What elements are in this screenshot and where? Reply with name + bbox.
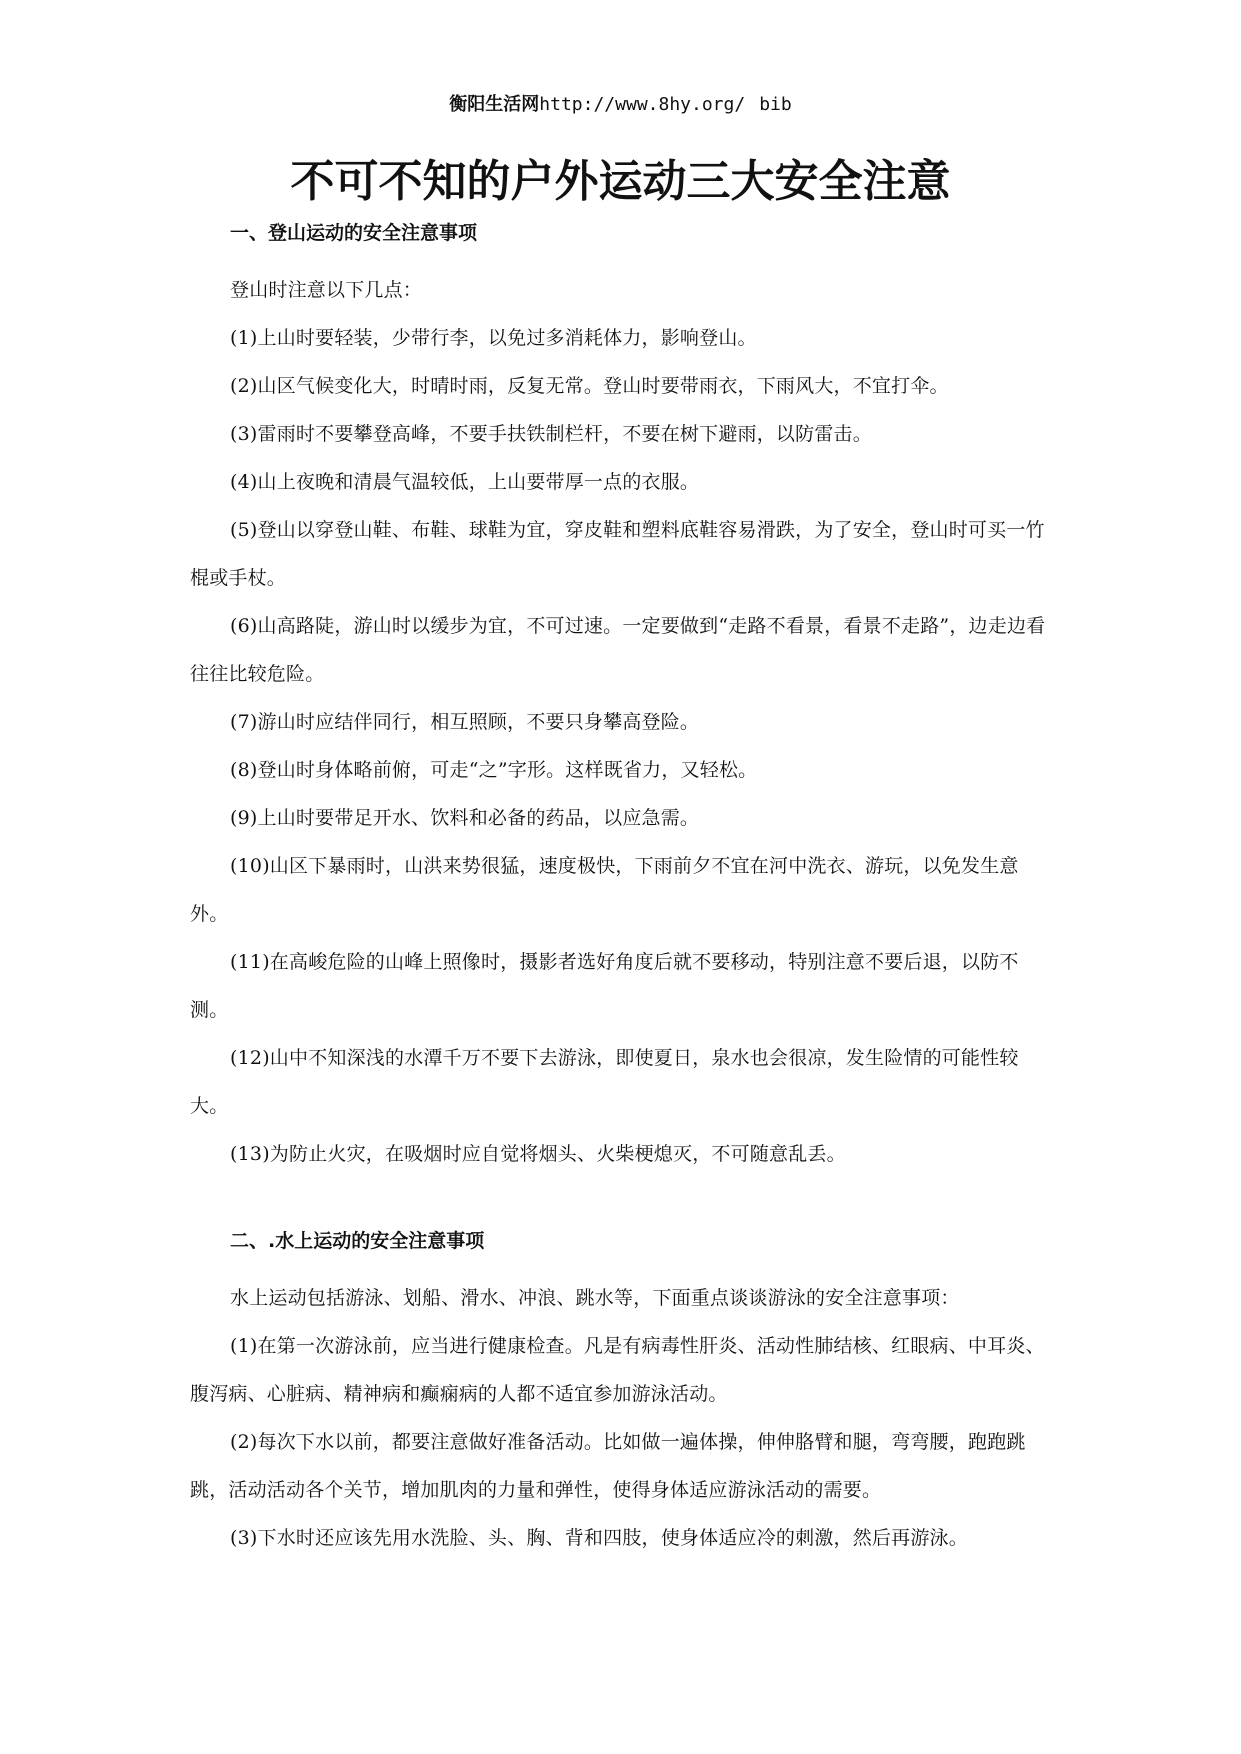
paragraph: (3)下水时还应该先用水洗脸、头、胸、背和四肢，使身体适应冷的刺激，然后再游泳。 [230,1527,968,1549]
paragraph: (2)每次下水以前，都要注意做好准备活动。比如做一遍体操，伸伸胳臂和腿，弯弯腰，跑跑跳跳，活动活动各个关节，增加肌肉的力量和弹性，使得身体适应游泳活动的需要。 [190,1431,1026,1501]
paragraph: (6)山高路陡，游山时以缓步为宜，不可过速。一定要做到“走路不看景，看景不走路”，边走边看往往比较危险。 [190,615,1046,685]
paragraph: (2)山区气候变化大，时晴时雨，反复无常。登山时要带雨衣，下雨风大，不宜打伞。 [230,375,949,397]
section-spacer [190,1178,1056,1226]
paragraph: (5)登山以穿登山鞋、布鞋、球鞋为宜，穿皮鞋和塑料底鞋容易滑跌，为了安全，登山时可买一竹棍或手杖。 [190,519,1045,589]
paragraph: (1)上山时要轻装，少带行李，以免过多消耗体力，影响登山。 [230,327,757,349]
paragraph: (8)登山时身体略前俯，可走“之”字形。这样既省力，又轻松。 [230,759,758,781]
header-tag: bib [759,94,792,115]
section-heading-water-sports: 二、.水上运动的安全注意事项 [230,1230,485,1252]
paragraph: 水上运动包括游泳、划船、滑水、冲浪、跳水等，下面重点谈谈游泳的安全注意事项： [230,1287,960,1309]
page-header [0,92,1241,118]
document-body [190,218,1056,1562]
paragraph: (3)雷雨时不要攀登高峰，不要手扶铁制栏杆，不要在树下避雨，以防雷击。 [230,423,872,445]
document-title: 不可不知的户外运动三大安全注意 [290,156,951,207]
paragraph: (12)山中不知深浅的水潭千万不要下去游泳，即使夏日，泉水也会很凉，发生险情的可能性较大。 [190,1047,1019,1117]
paragraph: (13)为防止火灾，在吸烟时应自觉将烟头、火柴梗熄灭，不可随意乱丢。 [230,1143,846,1165]
paragraph: (4)山上夜晚和清晨气温较低，上山要带厚一点的衣服。 [230,471,700,493]
paragraph: 登山时注意以下几点： [230,279,423,301]
site-url[interactable]: http://www.8hy.org/ [539,94,746,115]
paragraph: (11)在高峻危险的山峰上照像时，摄影者选好角度后就不要移动，特别注意不要后退，以防不测。 [190,951,1019,1021]
site-name: 衡阳生活网 [449,94,540,115]
paragraph: (9)上山时要带足开水、饮料和必备的药品，以应急需。 [230,807,700,829]
paragraph: (1)在第一次游泳前，应当进行健康检查。凡是有病毒性肝炎、活动性肺结核、红眼病、中耳炎、腹泻病、心脏病、精神病和癫痫病的人都不适宜参加游泳活动。 [190,1335,1045,1405]
paragraph: (7)游山时应结伴同行，相互照顾，不要只身攀高登险。 [230,711,700,733]
paragraph: (10)山区下暴雨时，山洪来势很猛，速度极快，下雨前夕不宜在河中洗衣、游玩，以免发生意外。 [190,855,1019,925]
section-heading-mountaineering: 一、登山运动的安全注意事项 [230,222,478,244]
